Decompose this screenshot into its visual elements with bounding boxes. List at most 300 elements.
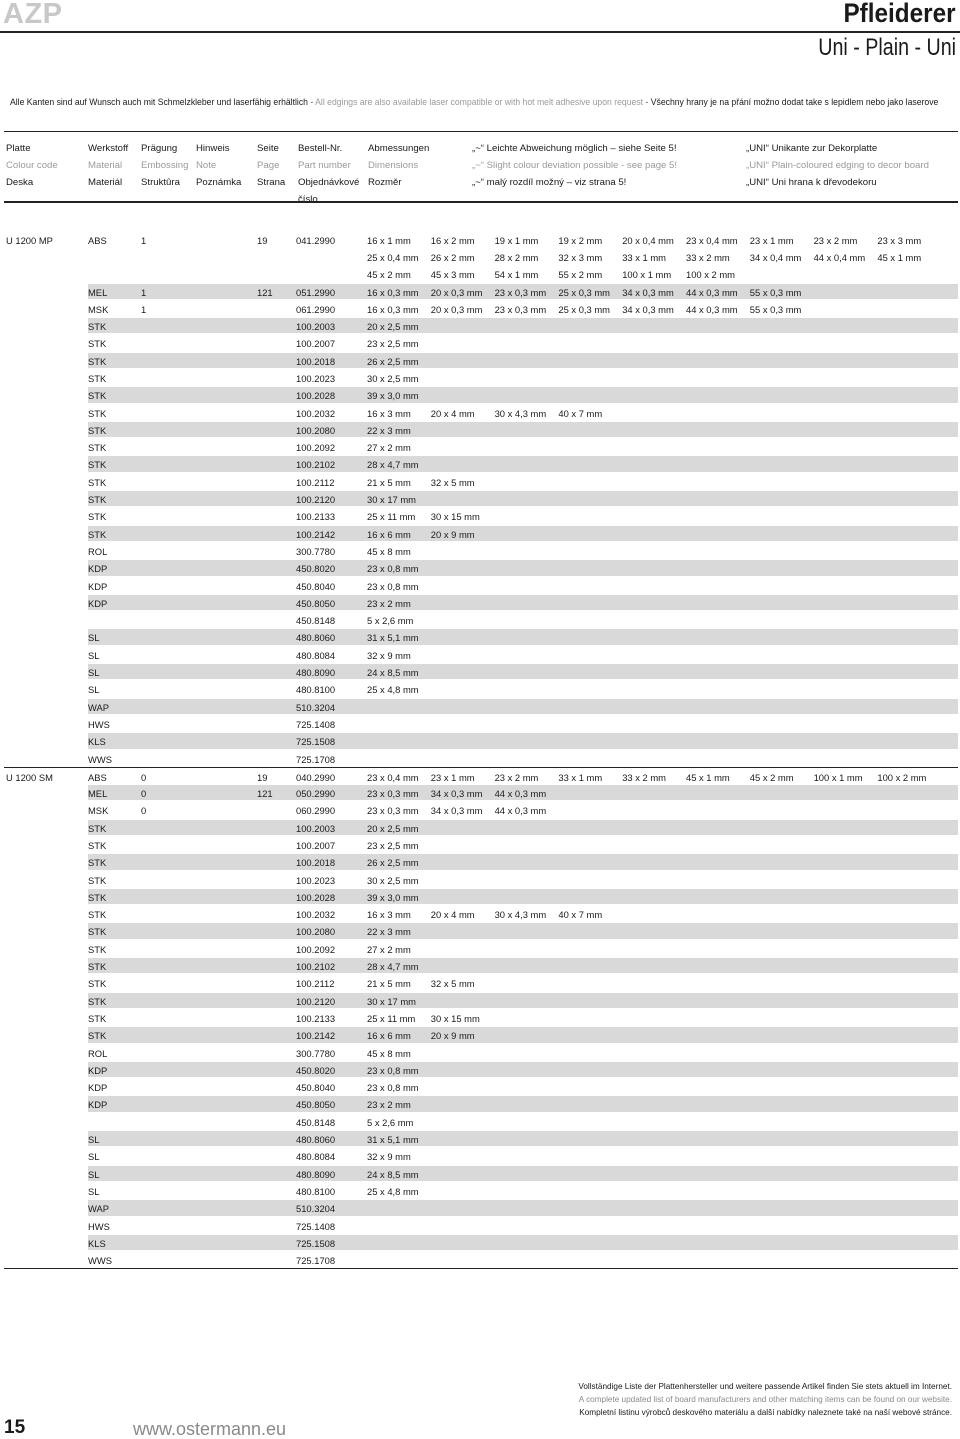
cell-part: 040.2990 (296, 771, 336, 783)
cell-part: 725.1508 (296, 1237, 336, 1249)
dimension-value: 20 x 2,5 mm (367, 321, 419, 333)
dimension-value: 31 x 5,1 mm (367, 1134, 419, 1146)
col-label-cz: Objednávkové (298, 177, 360, 188)
cell-material: STK (88, 321, 107, 333)
cell-material: STK (88, 424, 107, 436)
col-label-cz: Materiál (88, 177, 123, 188)
cell-dimensions (367, 233, 955, 282)
dimension-value: 45 x 3 mm (430, 269, 475, 280)
table-row (4, 957, 958, 974)
dimension-value: 44 x 0,3 mm (685, 286, 738, 298)
cell-part: 100.2080 (296, 424, 336, 436)
dimension-value: 19 x 2 mm (558, 235, 603, 246)
cell-material: STK (88, 961, 107, 973)
table-row (4, 732, 958, 749)
cell-dimensions (367, 890, 955, 905)
col-board (6, 140, 58, 191)
cell-material: WWS (88, 1255, 112, 1267)
edging-note (10, 97, 939, 107)
cell-material: STK (88, 909, 107, 921)
row-shading (88, 699, 958, 714)
cell-material: KDP (88, 563, 108, 575)
dimension-value: 23 x 0,3 mm (367, 788, 419, 800)
dimension-value: 23 x 2 mm (494, 771, 539, 783)
cell-part: 050.2990 (296, 788, 336, 800)
cell-part: 480.8090 (296, 1168, 336, 1180)
cell-dimensions (367, 1149, 955, 1164)
cell-material: STK (88, 442, 107, 454)
dimension-value: 45 x 8 mm (367, 1047, 411, 1059)
cell-dimensions (367, 682, 955, 697)
cell-material: KDP (88, 1082, 108, 1094)
cell-part: 100.2142 (296, 1030, 336, 1042)
dimension-value: 24 x 8,5 mm (367, 667, 419, 679)
cell-embossing: 1 (141, 235, 147, 246)
cell-dimensions (367, 1011, 955, 1026)
table-row (4, 974, 958, 991)
table-row (4, 577, 958, 594)
cell-dimensions (367, 544, 955, 559)
dimension-value: 26 x 2 mm (430, 252, 475, 263)
cell-material: STK (88, 1012, 107, 1024)
legend-line-de: „~“ Leichte Abweichung möglich – siehe Seite 5! (472, 143, 677, 154)
table-row (4, 888, 958, 905)
note-de: Alle Kanten sind auf Wunsch auch mit Schmelzkleber und laserfähig erhältlich (10, 97, 308, 107)
cell-part: 100.2007 (296, 338, 336, 350)
cell-part: 450.8148 (296, 1116, 336, 1128)
table-row (4, 1147, 958, 1164)
cell-part: 480.8090 (296, 667, 336, 679)
cell-part: 100.2028 (296, 390, 336, 402)
table-row (4, 1251, 958, 1268)
dimension-value: 23 x 2,5 mm (367, 338, 419, 350)
table-row (4, 1199, 958, 1216)
cell-part: 100.2120 (296, 995, 336, 1007)
website-link[interactable]: www.ostermann.eu (133, 1419, 287, 1439)
dimension-value: 19 x 1 mm (494, 235, 539, 246)
dimension-value: 20 x 4 mm (430, 909, 475, 921)
col-label-en: Page (257, 160, 280, 171)
dimension-value: 25 x 11 mm (367, 511, 416, 523)
dimension-value: 34 x 0,3 mm (622, 303, 674, 315)
cell-material: WAP (88, 701, 110, 713)
legend-line-en: „~“ Slight colour deviation possible - see page 5! (472, 160, 678, 171)
cell-dimensions (367, 423, 955, 438)
dimension-value: 55 x 2 mm (558, 269, 603, 280)
dimension-value: 34 x 0,4 mm (749, 252, 802, 263)
col-label-de: Prägung (141, 143, 178, 154)
cell-dimensions (367, 959, 955, 974)
table-row (4, 1130, 958, 1147)
dimension-value: 25 x 0,3 mm (558, 303, 610, 315)
cell-dimensions (367, 457, 955, 472)
cell-part: 061.2990 (296, 303, 336, 315)
dimension-value: 44 x 0,3 mm (685, 303, 738, 315)
dimension-value: 26 x 2,5 mm (367, 355, 419, 367)
cell-dimensions (367, 371, 955, 386)
dimension-value: 39 x 3,0 mm (367, 891, 419, 903)
dimension-value: 33 x 2 mm (622, 771, 666, 783)
cell-embossing: 0 (141, 805, 147, 817)
cell-embossing: 0 (141, 771, 147, 783)
col-label-de: Seite (257, 143, 279, 154)
table-row (4, 1217, 958, 1234)
col-label-cz: Rozměr (368, 177, 402, 188)
cell-material: KLS (88, 736, 106, 748)
dimension-value: 34 x 0,3 mm (430, 788, 483, 800)
table-row (4, 801, 958, 818)
cell-part: 510.3204 (296, 1203, 336, 1215)
table-row (4, 507, 958, 524)
table-row (4, 1095, 958, 1112)
cell-part: 100.2032 (296, 909, 336, 921)
cell-material: STK (88, 355, 107, 367)
table-row (4, 300, 958, 317)
cell-material: STK (88, 372, 107, 384)
row-shading (88, 733, 958, 748)
cell-dimensions (367, 354, 955, 369)
table-row (4, 1234, 958, 1251)
cell-material: STK (88, 978, 107, 990)
dimension-value: 23 x 2 mm (367, 597, 411, 609)
cell-dimensions (367, 579, 955, 594)
cell-material: ABS (88, 235, 107, 246)
dimension-value: 25 x 0,4 mm (367, 252, 419, 263)
cell-part: 100.2018 (296, 857, 336, 869)
table-row (4, 369, 958, 386)
legend-line-cz: „UNI“ Uni hrana k dřevodekoru (746, 177, 877, 188)
cell-part: 450.8050 (296, 597, 336, 609)
cell-dimensions (367, 509, 955, 524)
cell-material: STK (88, 390, 107, 402)
dimension-value: 16 x 3 mm (367, 407, 411, 419)
table-row (4, 750, 958, 767)
note-separator: - (307, 97, 316, 107)
cell-part: 100.2120 (296, 494, 336, 506)
brand-title: Pfleiderer (843, 0, 956, 28)
row-shading (88, 1200, 958, 1215)
cell-material: HWS (88, 718, 110, 730)
legend-tilde (472, 140, 677, 191)
cell-part: 100.2142 (296, 528, 336, 540)
dimension-value: 32 x 3 mm (558, 252, 603, 263)
dimension-value: 33 x 1 mm (622, 252, 666, 263)
cell-dimensions (367, 440, 955, 455)
col-label-en: Note (196, 160, 217, 171)
table-row (4, 628, 958, 645)
table-row (4, 386, 958, 403)
dimension-value: 20 x 2,5 mm (367, 822, 419, 834)
dimension-value: 22 x 3 mm (367, 926, 411, 938)
cell-dimensions (367, 942, 955, 957)
cell-part: 725.1408 (296, 1220, 336, 1232)
note-separator: - (643, 97, 651, 107)
cell-dimensions (367, 613, 955, 628)
table-row (4, 611, 958, 628)
col-embossing (141, 140, 188, 191)
col-label-en: Material (88, 160, 123, 171)
table-row (4, 231, 958, 283)
cell-dimensions (367, 873, 955, 888)
cell-part: 100.2003 (296, 321, 336, 333)
cell-part: 100.2023 (296, 874, 336, 886)
cell-material: STK (88, 494, 107, 506)
dimension-value: 44 x 0,3 mm (494, 788, 547, 800)
table-row (4, 853, 958, 870)
cell-dimensions (367, 770, 955, 785)
cell-material: STK (88, 511, 107, 523)
dimension-value: 33 x 2 mm (685, 252, 730, 263)
cell-part: 480.8060 (296, 632, 336, 644)
cell-material: SL (88, 1134, 100, 1146)
table-row (4, 767, 958, 784)
cell-dimensions (367, 630, 955, 645)
table-row (4, 525, 958, 542)
cell-embossing: 1 (141, 286, 147, 298)
cell-dimensions (367, 596, 955, 611)
dimension-value: 30 x 17 mm (367, 494, 416, 506)
cell-material: STK (88, 459, 107, 471)
table-row (4, 922, 958, 939)
cell-page: 121 (257, 286, 273, 298)
cell-material: ROL (88, 545, 108, 557)
dimension-value: 25 x 0,3 mm (558, 286, 610, 298)
table-row (4, 1078, 958, 1095)
cell-dimensions (367, 1184, 955, 1199)
dimension-value: 32 x 5 mm (430, 476, 475, 488)
cell-material: STK (88, 874, 107, 886)
cell-part: 100.2028 (296, 891, 336, 903)
table-bottom-rule (4, 1268, 958, 1269)
cell-material: STK (88, 407, 107, 419)
col-label-en: Part number (298, 160, 351, 171)
row-shading (88, 1235, 958, 1250)
table-row (4, 1026, 958, 1043)
cell-material: KDP (88, 1099, 108, 1111)
dimension-value: 16 x 0,3 mm (367, 286, 419, 298)
col-label-de: Abmessungen (368, 143, 430, 154)
dimension-value: 45 x 2 mm (749, 771, 794, 783)
cell-material: STK (88, 857, 107, 869)
col-label-de: Hinweis (196, 143, 230, 154)
cell-dimensions (367, 821, 955, 836)
cell-material: STK (88, 943, 107, 955)
table-row (4, 646, 958, 663)
dimension-value: 23 x 0,3 mm (494, 303, 547, 315)
cell-dimensions (367, 1063, 955, 1078)
dimension-value: 22 x 3 mm (367, 424, 411, 436)
cell-part: 100.2133 (296, 511, 336, 523)
dimension-value: 5 x 2,6 mm (367, 615, 414, 627)
cell-part: 300.7780 (296, 1047, 336, 1059)
table-row (4, 1182, 958, 1199)
cell-page: 121 (257, 788, 273, 800)
cell-part: 100.2023 (296, 372, 336, 384)
col-note (196, 140, 241, 191)
cell-part: 300.7780 (296, 545, 336, 557)
col-part-number (298, 140, 359, 208)
cell-material: KDP (88, 597, 108, 609)
cell-dimensions (367, 406, 955, 421)
table-row (4, 594, 958, 611)
cell-part: 480.8100 (296, 1185, 336, 1197)
dimension-value: 23 x 0,4 mm (367, 771, 419, 783)
dimension-value: 23 x 2,5 mm (367, 840, 419, 851)
dimension-value: 23 x 0,4 mm (685, 235, 738, 246)
dimension-value: 25 x 11 mm (367, 1012, 416, 1024)
dimension-value: 25 x 4,8 mm (367, 1185, 419, 1197)
dimension-value: 23 x 1 mm (749, 235, 794, 246)
cell-material: SL (88, 684, 100, 696)
cell-dimensions (367, 1167, 955, 1182)
table-row (4, 1044, 958, 1061)
table-row (4, 317, 958, 334)
table-row (4, 836, 958, 853)
col-label-cz: Strana (257, 177, 286, 188)
col-label-en: Colour code (6, 160, 58, 171)
page-subtitle: Uni - Plain - Uni (818, 34, 956, 61)
section-logo: AZP (3, 0, 63, 30)
table-row (4, 404, 958, 421)
cell-material: SL (88, 632, 100, 644)
cell-part: 060.2990 (296, 805, 336, 817)
cell-dimensions (367, 302, 955, 317)
cell-material: STK (88, 926, 107, 938)
cell-part: 100.2080 (296, 926, 336, 938)
dimension-value: 40 x 7 mm (558, 407, 603, 419)
cell-material: SL (88, 667, 100, 679)
dimension-value: 23 x 0,8 mm (367, 1064, 419, 1076)
cell-dimensions (367, 665, 955, 680)
dimension-value: 33 x 1 mm (558, 771, 603, 783)
dimension-value: 5 x 2,6 mm (367, 1116, 414, 1128)
dimension-value: 100 x 1 mm (813, 771, 863, 783)
cell-board: U 1200 MP (6, 235, 53, 246)
dimension-value: 16 x 1 mm (367, 235, 411, 246)
cell-material: ABS (88, 771, 107, 783)
dimension-value: 16 x 2 mm (430, 235, 475, 246)
col-label-en: Embossing (141, 160, 189, 171)
legend-uni (746, 140, 929, 191)
dimension-value: 23 x 0,3 mm (494, 286, 547, 298)
cell-dimensions (367, 1080, 955, 1095)
dimension-value: 32 x 9 mm (367, 649, 411, 661)
dimension-value: 30 x 17 mm (367, 995, 416, 1007)
cell-dimensions (367, 786, 955, 801)
cell-part: 100.2007 (296, 840, 336, 851)
cell-dimensions (367, 388, 955, 403)
table-row (4, 784, 958, 801)
edging-table (4, 231, 958, 1268)
col-label-de: Werkstoff (88, 143, 129, 154)
cell-material: SL (88, 1151, 100, 1163)
column-header (4, 131, 958, 203)
cell-part: 100.2133 (296, 1012, 336, 1024)
cell-dimensions (367, 1046, 955, 1061)
cell-dimensions (367, 803, 955, 818)
table-row (4, 1061, 958, 1078)
table-row (4, 905, 958, 922)
col-label-de: Bestell-Nr. (298, 143, 343, 154)
legend-line-de: „UNI“ Unikante zur Dekorplatte (746, 143, 878, 154)
dimension-value: 45 x 2 mm (367, 269, 411, 280)
col-page (257, 140, 285, 191)
cell-part: 725.1708 (296, 1255, 336, 1267)
cell-material: MSK (88, 805, 109, 817)
cell-dimensions (367, 527, 955, 542)
dimension-value: 23 x 1 mm (430, 771, 475, 783)
table-row (4, 473, 958, 490)
cell-dimensions (367, 1115, 955, 1130)
cell-material: ROL (88, 1047, 108, 1059)
col-label-cz: Poznámka (196, 177, 242, 188)
cell-part: 100.2092 (296, 943, 336, 955)
table-row (4, 871, 958, 888)
cell-embossing: 1 (141, 303, 147, 315)
cell-part: 480.8084 (296, 1151, 336, 1163)
cell-part: 480.8084 (296, 649, 336, 661)
cell-part: 041.2990 (296, 235, 336, 246)
cell-material: MEL (88, 788, 108, 800)
cell-part: 100.2003 (296, 822, 336, 834)
cell-material: STK (88, 840, 107, 851)
dimension-value: 23 x 3 mm (877, 235, 922, 246)
cell-part: 450.8040 (296, 1082, 336, 1094)
dimension-value: 45 x 1 mm (685, 771, 730, 783)
cell-material: MSK (88, 303, 109, 315)
cell-part: 100.2112 (296, 476, 335, 488)
table-row (4, 940, 958, 957)
cell-embossing: 0 (141, 788, 147, 800)
dimension-value: 54 x 1 mm (494, 269, 539, 280)
cell-part: 450.8020 (296, 563, 336, 575)
dimension-value: 34 x 0,3 mm (430, 805, 483, 817)
table-row (4, 559, 958, 576)
table-row (4, 819, 958, 836)
cell-material: WWS (88, 753, 112, 765)
cell-material: STK (88, 338, 107, 350)
cell-material: SL (88, 649, 100, 661)
dimension-value: 16 x 0,3 mm (367, 303, 419, 315)
dimension-value: 32 x 9 mm (367, 1151, 411, 1163)
dimension-value: 21 x 5 mm (367, 476, 411, 488)
dimension-value: 28 x 4,7 mm (367, 459, 419, 471)
dimension-value: 20 x 0,3 mm (430, 303, 483, 315)
dimension-value: 23 x 2 mm (813, 235, 858, 246)
dimension-value: 24 x 8,5 mm (367, 1168, 419, 1180)
dimension-value: 23 x 2 mm (367, 1099, 411, 1111)
table-row (4, 1165, 958, 1182)
dimension-value: 44 x 0,3 mm (494, 805, 547, 817)
col-label-en: Dimensions (368, 160, 419, 171)
cell-dimensions (367, 907, 955, 922)
page-number: 15 (4, 1417, 26, 1438)
cell-dimensions (367, 336, 955, 351)
cell-material: HWS (88, 1220, 110, 1232)
cell-dimensions (367, 492, 955, 507)
cell-part: 051.2990 (296, 286, 336, 298)
cell-dimensions (367, 924, 955, 939)
dimension-value: 21 x 5 mm (367, 978, 411, 990)
cell-part: 450.8040 (296, 580, 336, 592)
cell-part: 100.2102 (296, 961, 336, 973)
dimension-value: 39 x 3,0 mm (367, 390, 419, 402)
table-row (4, 352, 958, 369)
col-label-cz: Struktûra (141, 177, 180, 188)
dimension-value: 100 x 2 mm (877, 771, 927, 783)
dimension-value: 27 x 2 mm (367, 943, 411, 955)
cell-material: STK (88, 528, 107, 540)
